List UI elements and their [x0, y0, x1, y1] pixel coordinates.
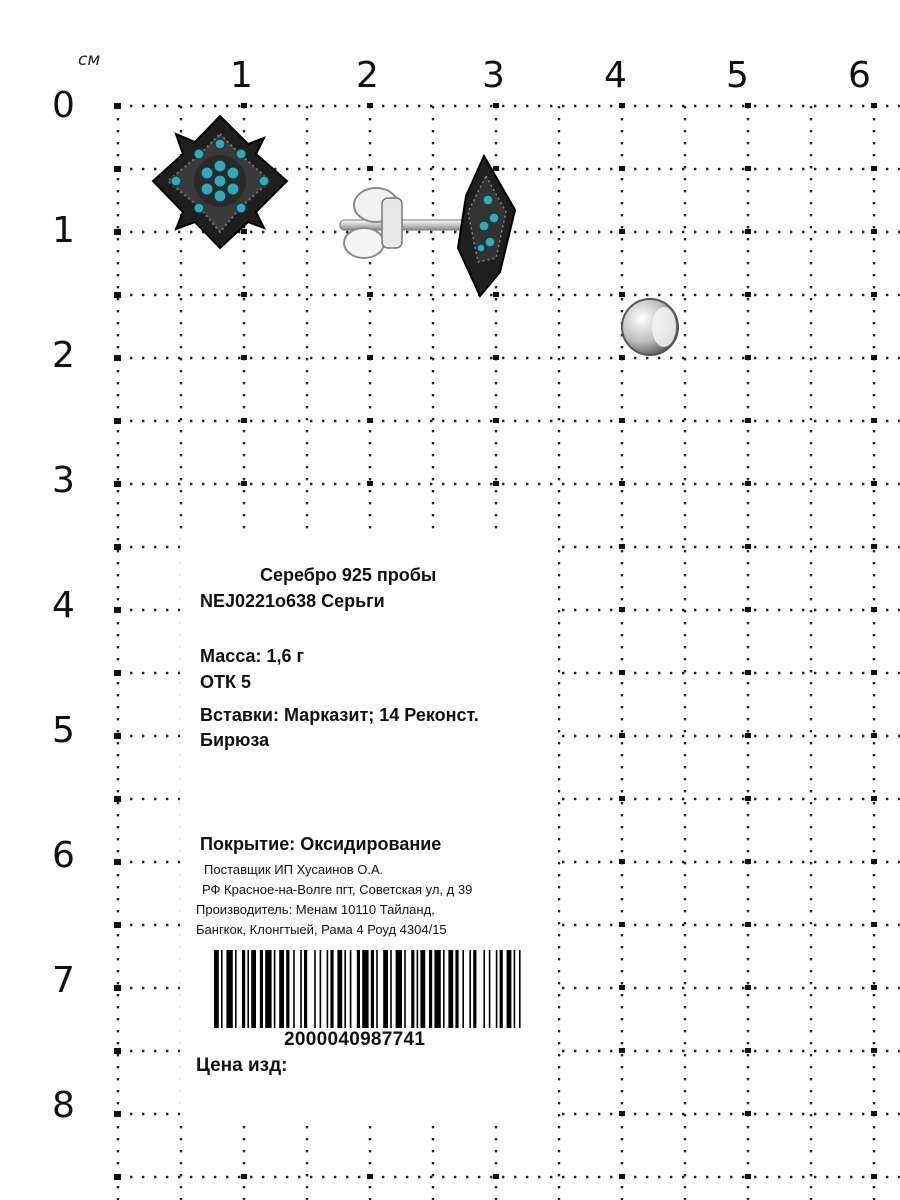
barcode — [214, 950, 524, 1034]
y-axis-label-5: 5 — [52, 710, 75, 751]
star-earring-side-icon — [340, 156, 515, 296]
y-axis-label-0: 0 — [52, 85, 75, 126]
manufacturer-address-text: Бангкок, Клонгтыей, Рама 4 Роуд 4304/15 — [196, 922, 447, 937]
material-text: Серебро 925 пробы — [260, 565, 437, 585]
otk-text: ОТК 5 — [200, 672, 251, 692]
coating-text: Покрытие: Оксидирование — [200, 834, 442, 854]
x-axis-label-6: 6 — [848, 55, 871, 96]
y-axis-label-8: 8 — [52, 1085, 75, 1126]
x-axis-label-1: 1 — [230, 55, 253, 96]
x-axis-label-5: 5 — [726, 55, 749, 96]
y-axis-label-7: 7 — [52, 960, 75, 1001]
unit-label: см — [78, 50, 101, 70]
x-axis-label-4: 4 — [604, 55, 627, 96]
product-label-card — [180, 532, 558, 1118]
manufacturer-text: Производитель: Менам 10110 Тайланд, — [196, 902, 435, 917]
silver-ball-icon — [622, 299, 678, 355]
supplier-address-text: РФ Красное-на-Волге пгт, Советская ул, д 39 — [202, 882, 473, 897]
x-axis-label-2: 2 — [356, 55, 379, 96]
mass-text: Масса: 1,6 г — [200, 646, 304, 666]
inserts-text-line1: Вставки: Марказит; 14 Реконст. — [200, 705, 479, 725]
inserts-text-line2: Бирюза — [200, 730, 270, 750]
y-axis-label-6: 6 — [52, 835, 75, 876]
article-text: NEJ0221o638 Серьги — [200, 591, 385, 611]
y-axis-label-2: 2 — [52, 335, 75, 376]
y-axis-label-1: 1 — [52, 210, 75, 251]
price-label: Цена изд: — [196, 1055, 288, 1076]
x-axis-label-3: 3 — [482, 55, 505, 96]
supplier-text: Поставщик ИП Хусаинов О.А. — [204, 862, 384, 877]
barcode-number: 2000040987741 — [284, 1029, 426, 1050]
y-axis-label-4: 4 — [52, 585, 75, 626]
star-earring-front-icon — [153, 116, 287, 248]
y-axis-label-3: 3 — [52, 460, 75, 501]
